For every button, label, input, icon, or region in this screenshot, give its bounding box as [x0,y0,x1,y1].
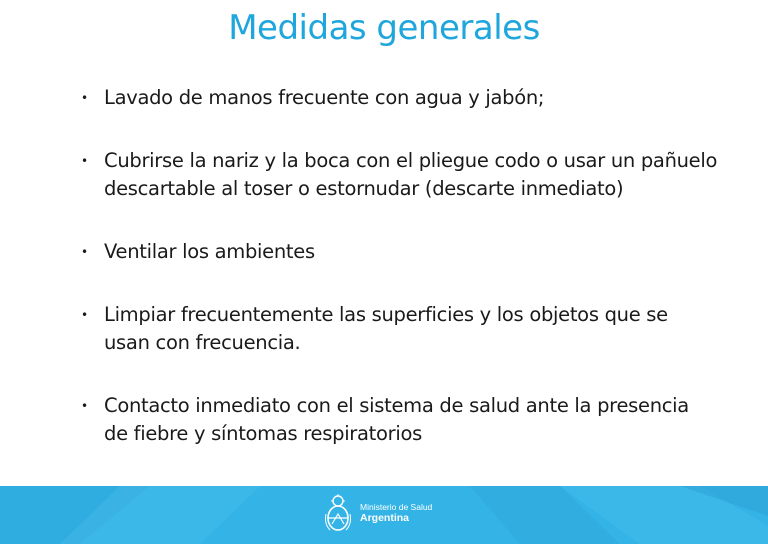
list-item [78,301,718,357]
logo-ministry-label: Ministerio de Salud [360,502,433,512]
bullet-dot: • [81,91,88,105]
bullet-dot: • [81,399,88,413]
bullet-text: Lavado de manos frecuente con agua y jabón; [104,86,545,109]
footer-banner [0,486,768,544]
logo-country-label: Argentina [360,512,410,524]
bullet-list [78,84,718,448]
bullet-text: Contacto inmediato con el sistema de salud ante la presencia de fiebre y síntomas respiratorios [104,394,689,445]
bullet-dot: • [81,245,88,259]
list-item [78,238,718,266]
slide-title: Medidas generales [228,8,540,48]
bullet-text: Limpiar frecuentemente las superficies y los objetos que se usan con frecuencia. [104,303,668,354]
ministry-logo [322,492,462,538]
list-item [78,392,718,448]
bullet-text: Ventilar los ambientes [104,240,315,263]
list-item [78,84,718,112]
bullet-dot: • [81,308,88,322]
bullet-dot: • [81,154,88,168]
list-item [78,147,718,203]
bullet-text: Cubrirse la nariz y la boca con el pliegue codo o usar un pañuelo descartable al toser o estornudar (descarte inmediato) [104,149,718,200]
coat-of-arms-icon [322,494,354,534]
